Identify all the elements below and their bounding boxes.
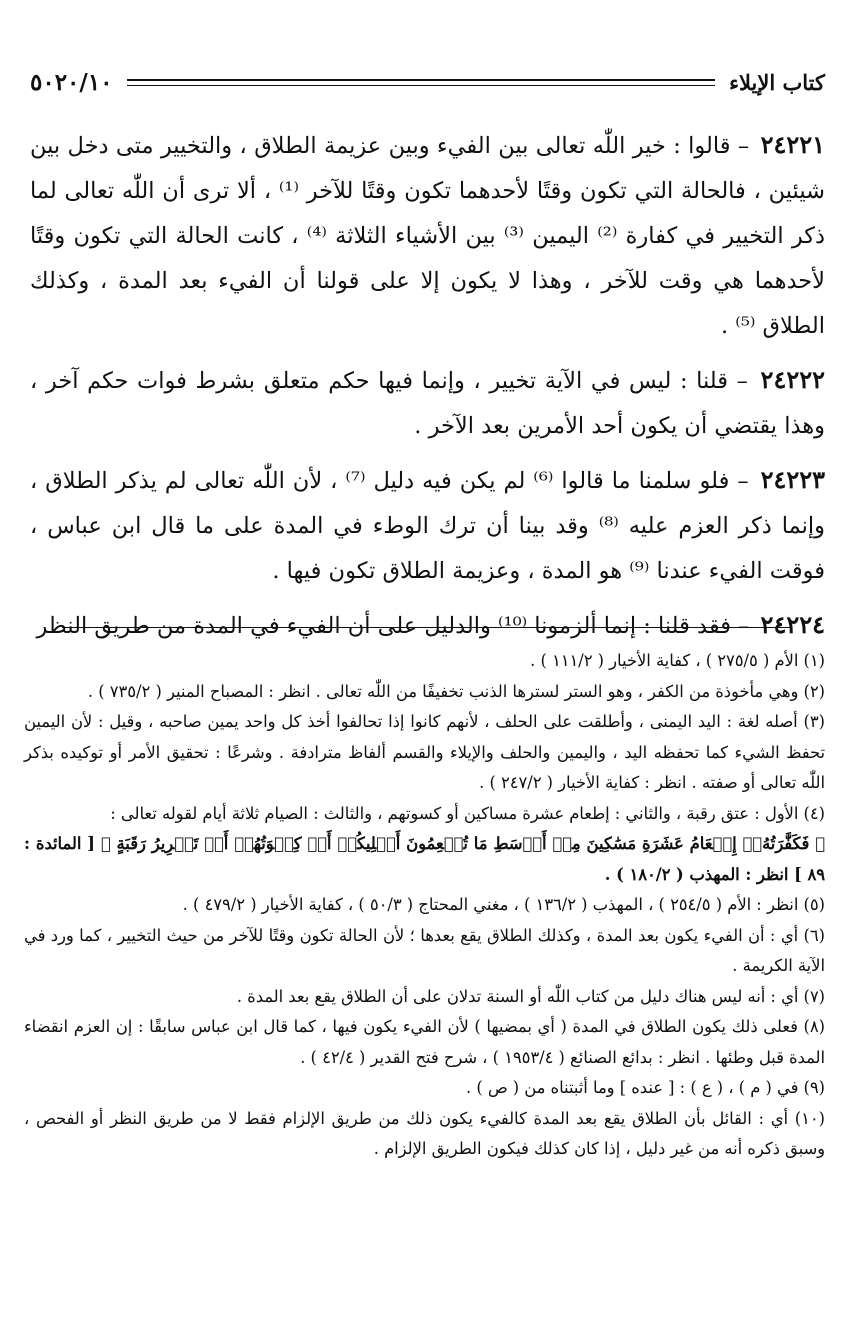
footnote-6: (٦) أي : أن الفيء يكون بعد المدة ، وكذلك الطلاق يقع بعدها ؛ لأن الحالة تكون وقتًا للآخر من حيث التخيير ، كما ورد في الآية الكريمة . [24, 925, 825, 975]
paragraph-24221 [30, 122, 825, 349]
paragraph-text: – قلنا : ليس في الآية تخيير ، وإنما فيها حكم متعلق بشرط فوات حكم آخر ، وهذا يقتضي أن يكون أحد الأمرين بعد الآخر . [30, 368, 825, 439]
footnote-separator [62, 627, 792, 628]
paragraph-number: ٢٤٢٢١ [760, 130, 826, 159]
header-rule [127, 79, 716, 86]
footnote-1: (١) الأم ( ٢٧٥/٥ ) ، كفاية الأخيار ( ١١١/٢ ) . [530, 651, 825, 670]
paragraph-number: ٢٤٢٢٣ [760, 465, 826, 494]
footnote-2: (٢) وهي مأخوذة من الكفر ، وهو الستر لسترها الذنب تخفيفًا من اللّٰه تعالى . انظر : المصباح المنير ( ٧٣٥/٢ ) . [87, 681, 825, 701]
paragraph-24223 [30, 457, 825, 594]
running-head: كتاب الإيلاء [729, 69, 825, 95]
footnote-5: (٥) انظر : الأم ( ٢٥٤/٥ ) ، المهذب ( ١٣٦/٢ ) ، مغني المحتاج ( ٥٠/٣ ) ، كفاية الأخيار ( ٤٧٩/٢ ) . [182, 895, 825, 914]
footnote-4: (٤) الأول : عتق رقبة ، والثاني : إطعام عشرة مساكين أو كسوتهم ، والثالث : الصيام ثلاثة أيام لقوله تعالى : [110, 803, 825, 823]
paragraph-24224 [30, 602, 825, 649]
page-header [30, 62, 825, 102]
paragraph-number: ٢٤٢٢٢ [760, 365, 825, 394]
footnote-7: (٧) أي : أنه ليس هناك دليل من كتاب اللّٰه أو السنة تدلان على أن الطلاق يقع بعد المدة . [236, 986, 825, 1006]
quran-verse: ﴿ فَكَفَّٰرَتُهُۥٓ إِطۡعَامُ عَشَرَةِ مَسَٰكِينَ مِنۡ أَوۡسَطِ مَا تُطۡعِمُونَ أَهۡلِيكُمۡ أَوۡ كِسۡوَتُهُمۡ أَوۡ تَحۡرِيرُ رَقَبَةٍ ﴾ [ المائدة : ٨٩ ] انظر : المهذب ( ١٨٠/٢ ) . [24, 834, 825, 884]
footnote-10: (١٠) أي : القائل بأن الطلاق يقع بعد المدة كالفيء يكون ذلك من طريق الإلزام فقط لا من طريق النظر أو الفحص ، وسبق ذكره أنه من غير دليل ، إذا كان كذلك فيكون الطريق الإلزام . [24, 1108, 825, 1158]
footnote-9: (٩) في ( م ) ، ( ع ) : [ عنده ] وما أثبتناه من ( ص ) . [465, 1078, 825, 1097]
paragraph-24222 [30, 357, 825, 449]
paragraph-number: ٢٤٢٢٤ [760, 610, 825, 639]
footnote-8: (٨) فعلى ذلك يكون الطلاق في المدة ( أي بمضيها ) لأن الفيء يكون فيها ، كما قال ابن عباس سابقًا : إن العزم انقضاء المدة قبل وطئها . انظر : بدائع الصنائع ( ١٩٥٣/٤ ) ، شرح فتح القدير ( ٤٢/٤ ) . [24, 1017, 825, 1067]
footnotes [24, 646, 825, 1165]
paragraph-text: – فقد قلنا : إنما ألزمونا ⁽¹⁰⁾ والدليل على أن الفيء في المدة من طريق النظر [36, 613, 750, 639]
paragraph-text: – فلو سلمنا ما قالوا ⁽⁶⁾ لم يكن فيه دليل ⁽⁷⁾ ، لأن اللّٰه تعالى لم يذكر الطلاق ، وإنما ذكر العزم عليه ⁽⁸⁾ وقد بينا أن ترك الوطء في المدة على ما قال ابن عباس ، فوقت الفيء عندنا ⁽⁹⁾ هو المدة ، وعزيمة الطلاق تكون فيها . [30, 468, 825, 584]
main-text [30, 122, 825, 657]
footnote-3: (٣) أصله لغة : اليد اليمنى ، وأطلقت على الحلف ، لأنهم كانوا إذا تحالفوا أخذ كل واحد يمين صاحبه ، وقيل : لأن اليمين تحفظ الشيء كما تحفظه اليد ، واليمين والحلف والإيلاء والقسم ألفاظ مترادفة . وشرعًا : تحقيق الأمر أو توكيده بذكر اللّٰه تعالى أو صفته . انظر : كفاية الأخيار ( ٢٤٧/٢ ) . [24, 712, 825, 792]
paragraph-text: – قالوا : خير اللّٰه تعالى بين الفيء وبين عزيمة الطلاق ، والتخيير متى دخل بين شيئين ، فالحالة التي تكون وقتًا لأحدهما تكون وقتًا للآخر ⁽¹⁾ ، ألا ترى أن اللّٰه تعالى لما ذكر التخيير في كفارة ⁽²⁾ اليمين ⁽³⁾ بين الأشياء الثلاثة ⁽⁴⁾ ، كانت الحالة التي تكون وقتًا لأحدهما هي وقت للآخر ، وهذا لا يكون إلا على قولنا أن الفيء بعد المدة ، وكذلك الطلاق ⁽⁵⁾ . [30, 133, 826, 339]
page-number: ٥٠٢٠/١٠ [30, 68, 113, 96]
